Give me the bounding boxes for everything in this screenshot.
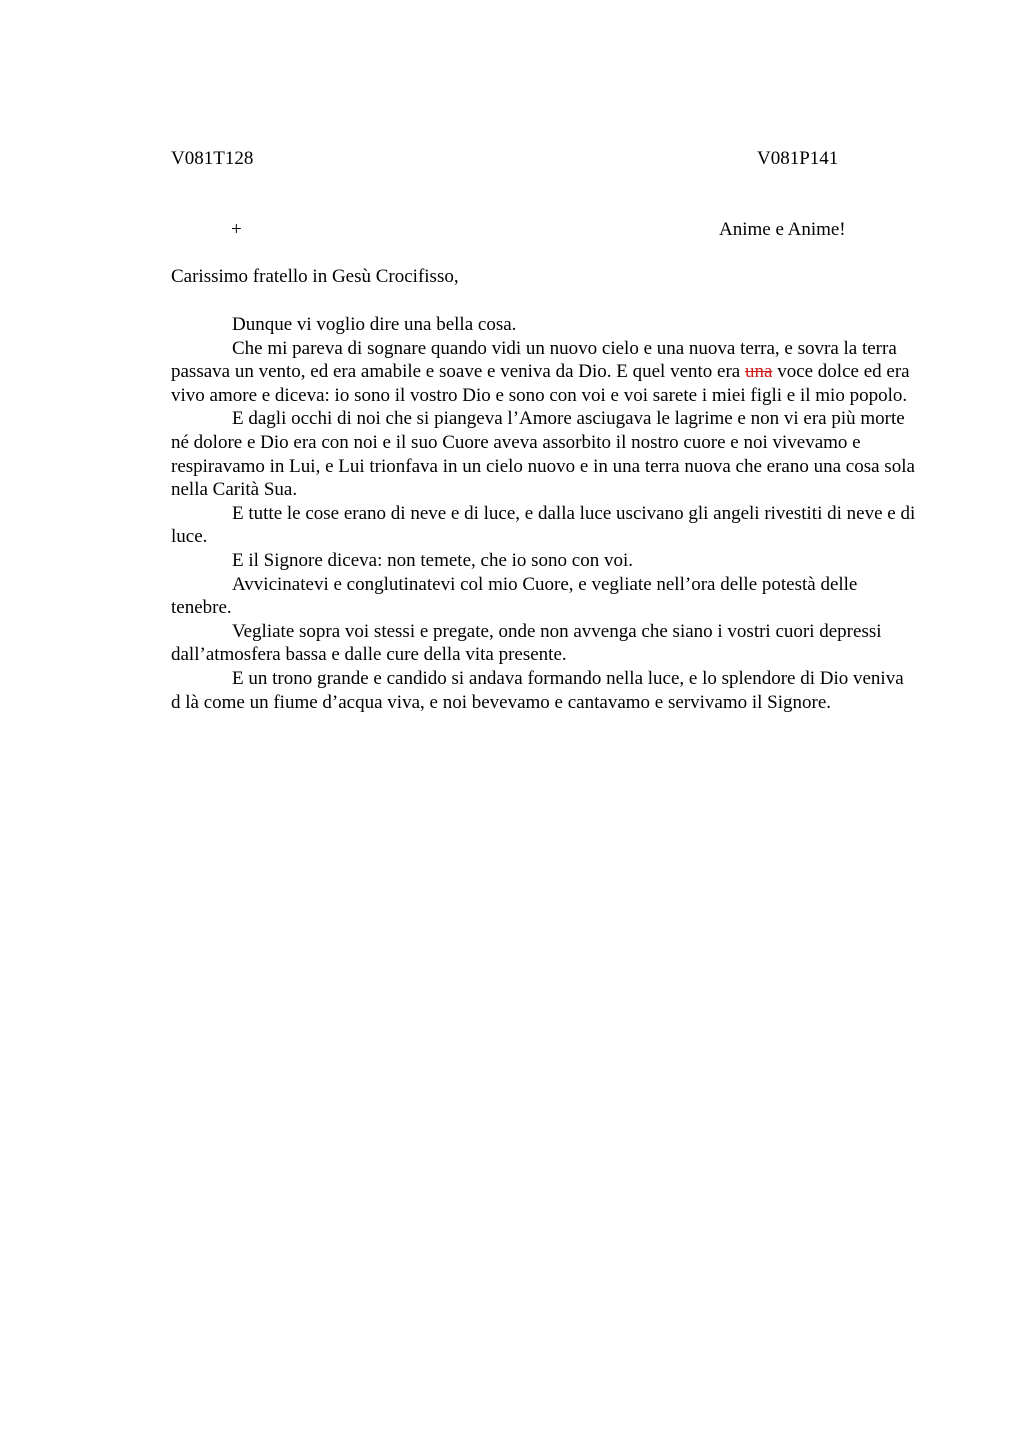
paragraph-6: Avvicinatevi e conglutinatevi col mio Cuore, e vegliate nell’ora delle potestà delle tenebre. xyxy=(171,573,858,619)
struck-word: una xyxy=(745,361,773,383)
paragraph-1: Dunque vi voglio dire una bella cosa. xyxy=(232,314,517,335)
document-code-left: V081T128 xyxy=(171,148,254,169)
paragraph-2-text-end: voce dolce ed era vivo amore e diceva: io sono il vostro Dio e sono con voi e voi sarete i miei figli e il mio popolo. xyxy=(171,361,910,406)
salutation: Carissimo fratello in Gesù Crocifisso, xyxy=(171,266,459,287)
cross-symbol: + xyxy=(231,219,242,240)
paragraph-5: E il Signore diceva: non temete, che io sono con voi. xyxy=(232,549,634,571)
paragraph-2 xyxy=(171,337,916,408)
document-header xyxy=(171,147,861,171)
paragraph-7: Vegliate sopra voi stessi e pregate, onde non avvenga che siano i vostri cuori depressi dall’atmosfera bassa e dalle cure della vita presente. xyxy=(171,620,882,666)
document-code-right: V081P141 xyxy=(757,148,839,169)
motto: Anime e Anime! xyxy=(719,219,846,240)
document-subheader xyxy=(171,218,871,242)
paragraph-2-text-start: Che mi pareva di sognare quando vidi un nuovo cielo e una nuova terra, e sovra la terra passava un vento, ed era amabile e soave e veniva da Dio. E quel vento era xyxy=(171,337,897,383)
letter-body xyxy=(171,313,916,714)
paragraph-4: E tutte le cose erano di neve e di luce, e dalla luce uscivano gli angeli rivestiti di neve e di luce. xyxy=(171,502,916,548)
paragraph-3: E dagli occhi di noi che si piangeva l’Amore asciugava le lagrime e non vi era più morte né dolore e Dio era con noi e il suo Cuore aveva assorbito il nostro cuore e noi vivevamo e respiravamo in Lui, e Lui trionfava in un cielo nuovo e in una terra nuova che erano una cosa sola nella Carità Sua. xyxy=(171,408,915,501)
paragraph-8: E un trono grande e candido si andava formando nella luce, e lo splendore di Dio veniva d là come un fiume d’acqua viva, e noi bevevamo e cantavamo e servivamo il Signore. xyxy=(171,667,904,713)
